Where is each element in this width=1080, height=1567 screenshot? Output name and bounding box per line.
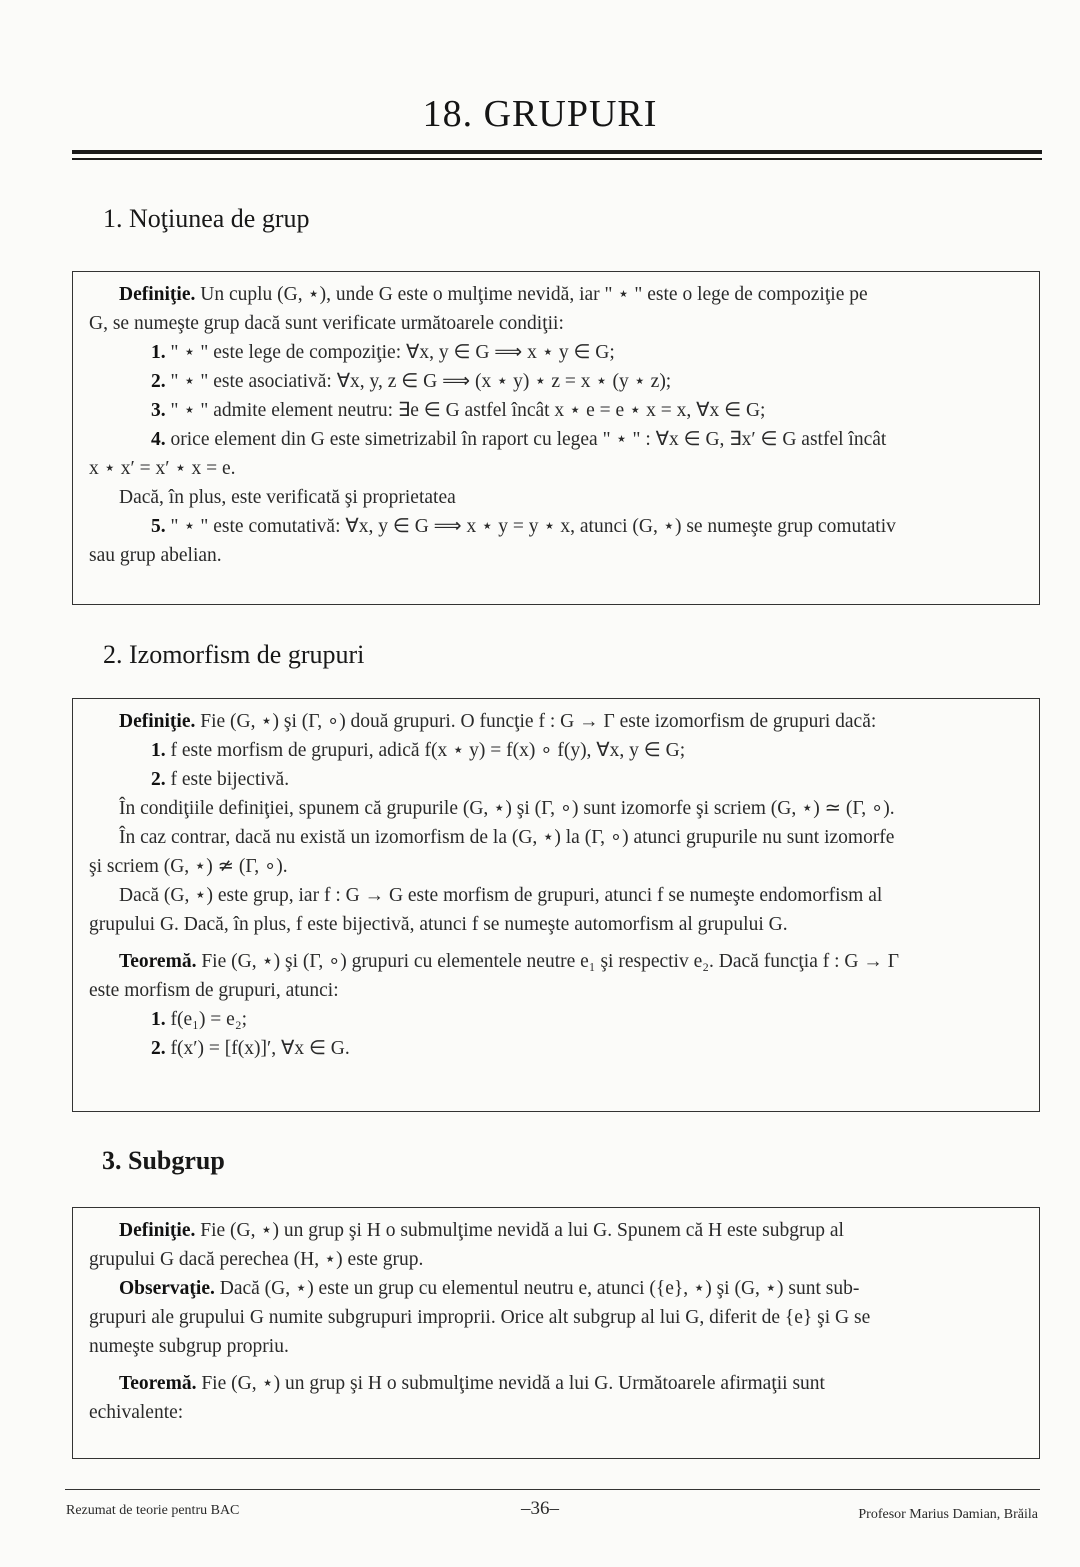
list-item: 5. " ⋆ " este comutativă: ∀x, y ∈ G ⟹ x ⋆ y = y ⋆ x, atunci (G, ⋆) se numeşte grup comutativ — [151, 516, 896, 537]
list-item: 4. orice element din G este simetrizabil în raport cu legea " ⋆ " : ∀x ∈ G, ∃x′ ∈ G astfel încât — [151, 429, 887, 450]
definition-box-subgroup — [72, 1207, 1040, 1459]
page-title: 18. GRUPURI — [422, 93, 658, 135]
text-line: echivalente: — [89, 1402, 184, 1423]
list-item: 1. f este morfism de grupuri, adică f(x ⋆ y) = f(x) ∘ f(y), ∀x, y ∈ G; — [151, 740, 686, 761]
text-line: grupuri ale grupului G numite subgrupuri improprii. Orice alt subgrup al lui G, diferit de {e} şi G se — [89, 1307, 871, 1328]
definition-box-isomorphism — [72, 698, 1040, 1112]
text-line: G, se numeşte grup dacă sunt verificate următoarele condiţii: — [89, 313, 564, 334]
text-line: şi scriem (G, ⋆) ≄ (Γ, ∘). — [89, 856, 288, 877]
text-line: Teoremă. Fie (G, ⋆) un grup şi H o submulţime nevidă a lui G. Următoarele afirmaţii sunt — [119, 1373, 825, 1394]
list-item: 2. f(x′) = [f(x)]′, ∀x ∈ G. — [151, 1038, 350, 1059]
text-line: sau grup abelian. — [89, 545, 222, 566]
list-item: 2. " ⋆ " este asociativă: ∀x, y, z ∈ G ⟹ (x ⋆ y) ⋆ z = x ⋆ (y ⋆ z); — [151, 371, 672, 392]
page-number: –36– — [521, 1498, 559, 1519]
definition-box-group — [72, 271, 1040, 605]
list-item: 3. " ⋆ " admite element neutru: ∃e ∈ G astfel încât x ⋆ e = e ⋆ x = x, ∀x ∈ G; — [151, 400, 766, 421]
title-rule-thin — [72, 158, 1042, 160]
footer-right: Profesor Marius Damian, Brăila — [858, 1507, 1038, 1522]
text-line: este morfism de grupuri, atunci: — [89, 980, 339, 1001]
text-line: grupului G. Dacă, în plus, f este bijectivă, atunci f se numeşte automorfism al grupului G. — [89, 914, 788, 935]
footer-rule — [65, 1489, 1040, 1490]
text-line: Observaţie. Dacă (G, ⋆) este un grup cu elementul neutru e, atunci ({e}, ⋆) şi (G, ⋆) sunt sub- — [119, 1278, 860, 1299]
text-line: Dacă, în plus, este verificată şi proprietatea — [119, 487, 456, 508]
section-heading-3: 3. Subgrup — [102, 1146, 225, 1175]
text-line: grupului G dacă perechea (H, ⋆) este grup. — [89, 1249, 424, 1270]
text-line: În condiţiile definiţiei, spunem că grupurile (G, ⋆) şi (Γ, ∘) sunt izomorfe şi scriem (G, ⋆) ≃ (Γ, ∘). — [119, 798, 895, 819]
text-line: Definiţie. Un cuplu (G, ⋆), unde G este o mulţime nevidă, iar " ⋆ " este o lege de compoziţie pe — [119, 284, 868, 305]
title-rule-thick — [72, 150, 1042, 154]
list-item: 1. f(e₁) = e₂; — [151, 1009, 248, 1030]
list-item: 2. f este bijectivă. — [151, 769, 290, 790]
section-heading-2: 2. Izomorfism de grupuri — [103, 640, 365, 669]
text-line: Dacă (G, ⋆) este grup, iar f : G → G este morfism de grupuri, atunci f se numeşte endomorfism al — [119, 885, 883, 906]
list-item: 1. " ⋆ " este lege de compoziţie: ∀x, y ∈ G ⟹ x ⋆ y ∈ G; — [151, 342, 615, 363]
text-line: Definiţie. Fie (G, ⋆) şi (Γ, ∘) două grupuri. O funcţie f : G → Γ este izomorfism de grupuri dacă: — [119, 711, 877, 732]
text-line: x ⋆ x′ = x′ ⋆ x = e. — [89, 458, 236, 479]
text-line: numeşte subgrup propriu. — [89, 1336, 289, 1357]
section-heading-1: 1. Noţiunea de grup — [103, 204, 310, 233]
footer-left: Rezumat de teorie pentru BAC — [66, 1503, 240, 1518]
text-line: Teoremă. Fie (G, ⋆) şi (Γ, ∘) grupuri cu elementele neutre e₁ şi respectiv e₂. Dacă funcţia f : G → Γ — [119, 951, 900, 972]
text-line: În caz contrar, dacă nu există un izomorfism de la (G, ⋆) la (Γ, ∘) atunci grupurile nu sunt izomorfe — [119, 827, 895, 848]
text-line: Definiţie. Fie (G, ⋆) un grup şi H o submulţime nevidă a lui G. Spunem că H este subgrup al — [119, 1220, 844, 1241]
